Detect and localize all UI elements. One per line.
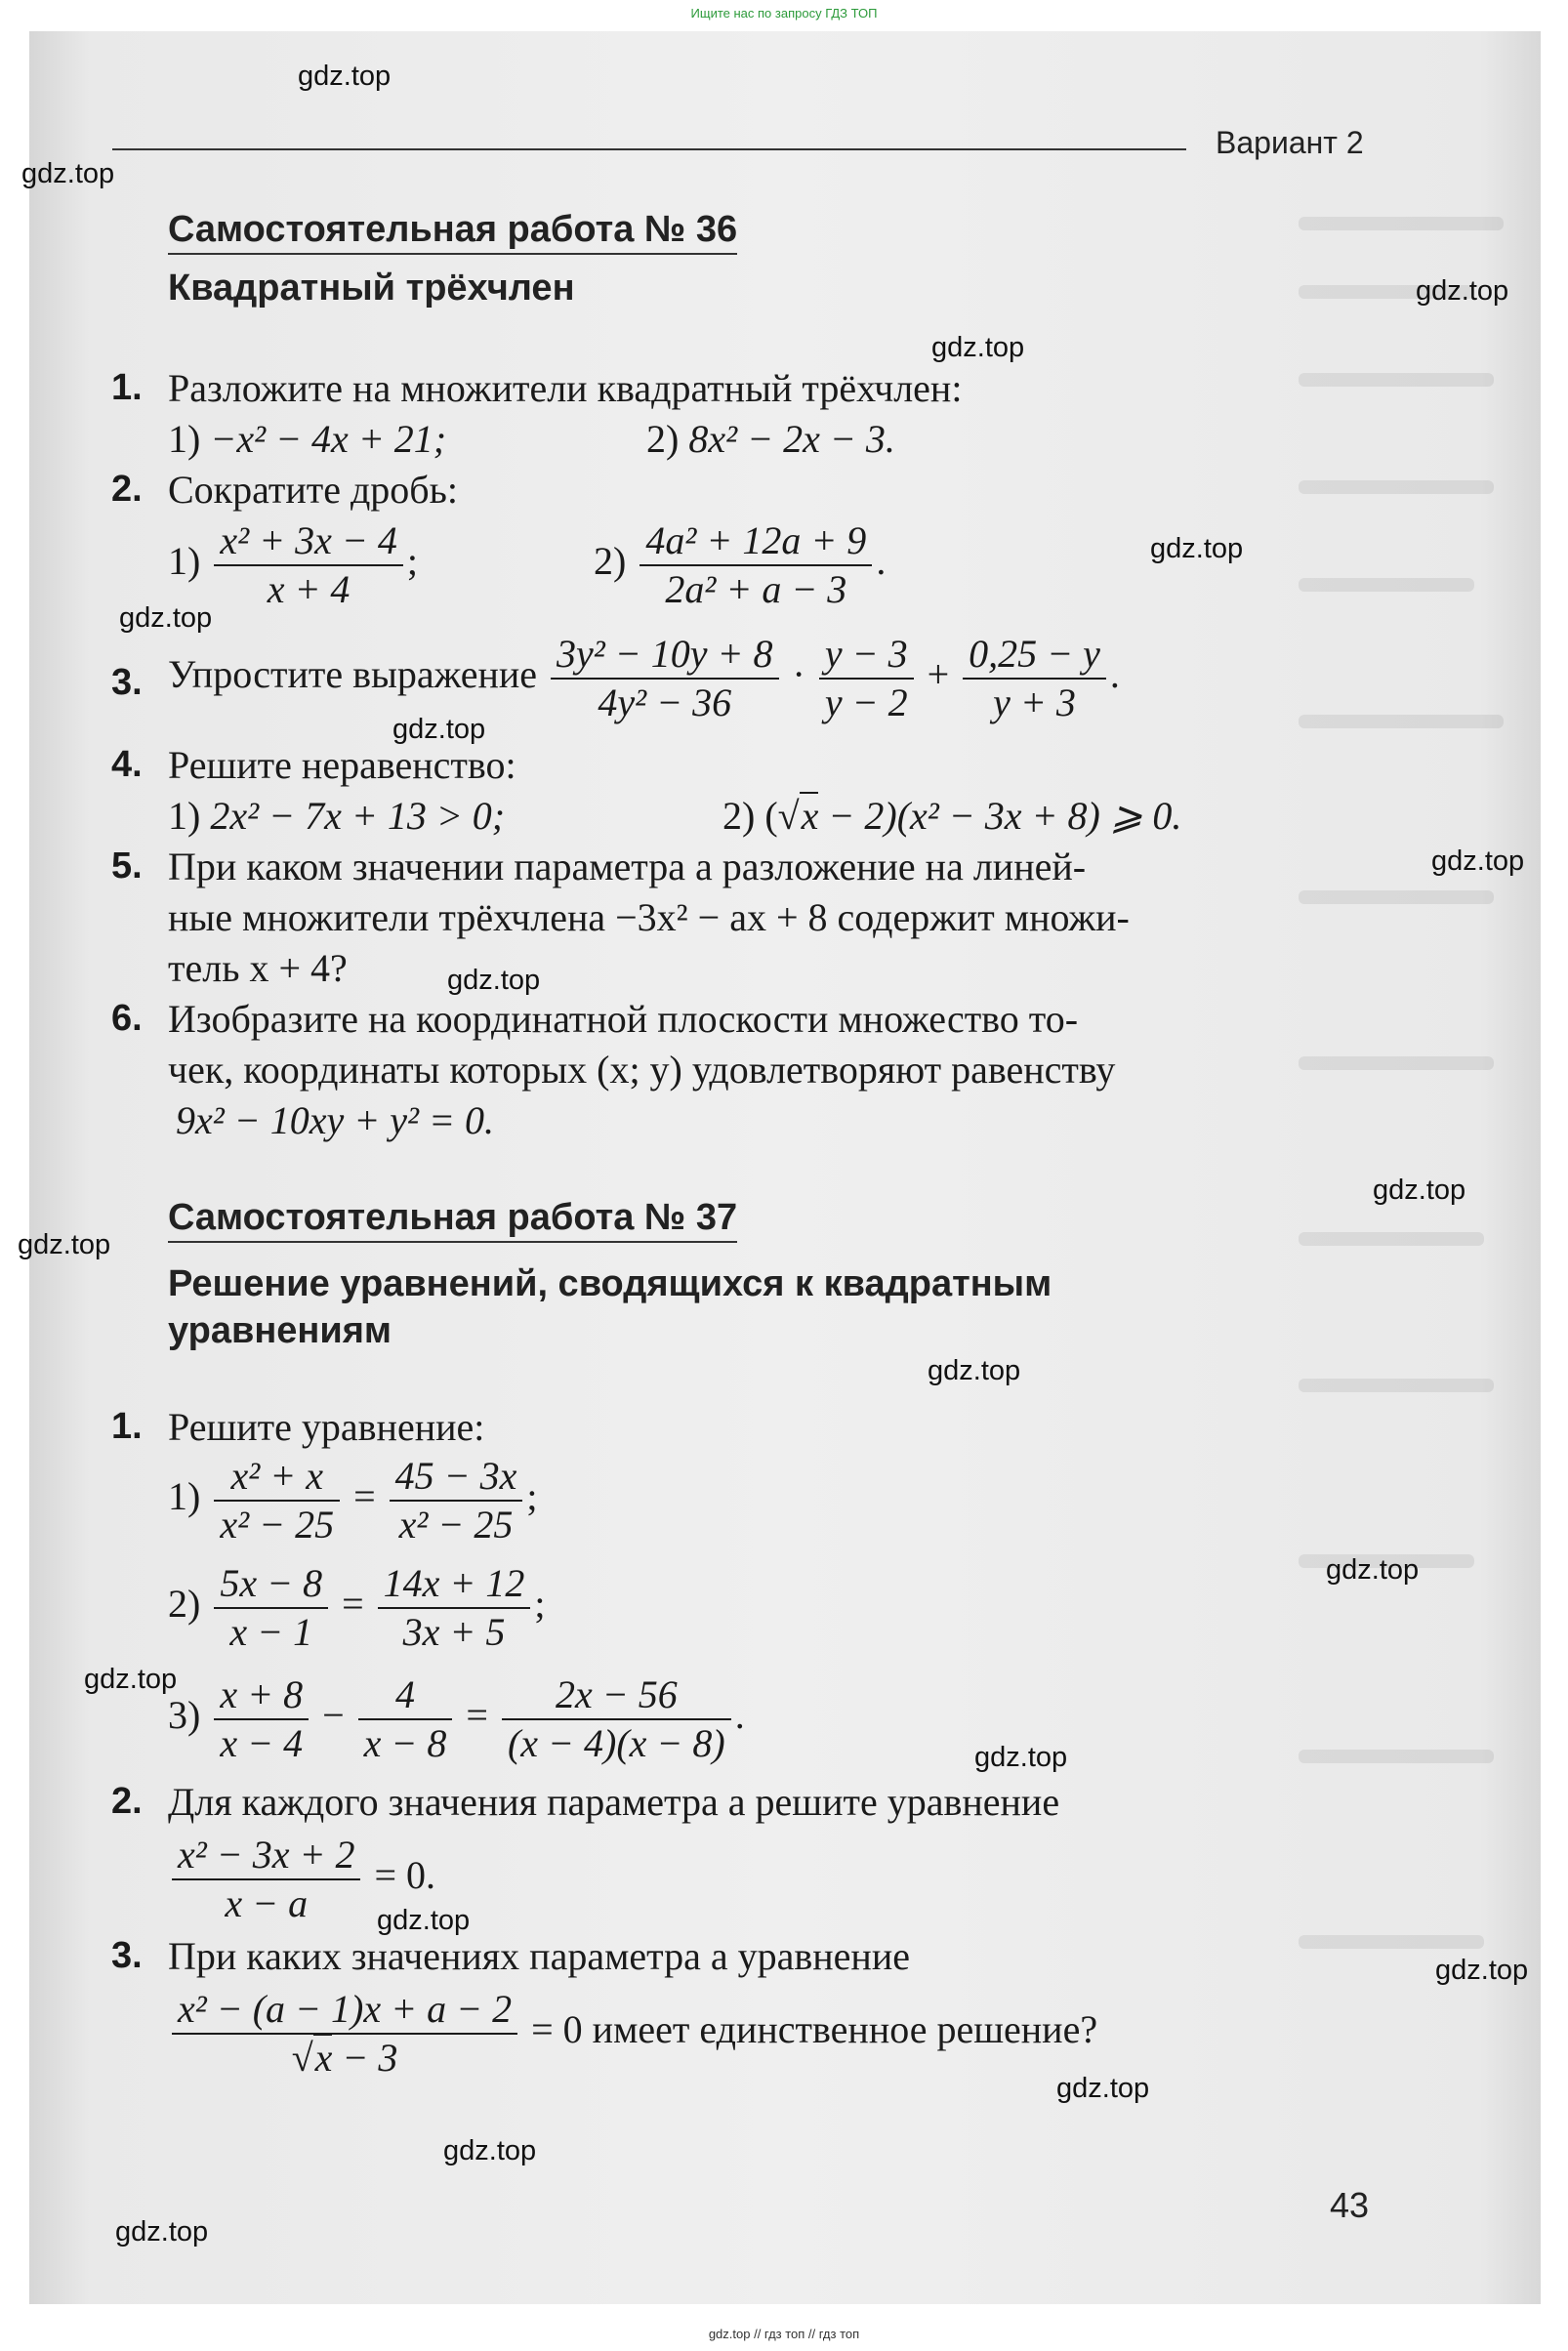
radicand: x (314, 2036, 333, 2080)
expression: = 0 имеет единственное решение? (531, 2007, 1098, 2052)
punct: ; (534, 1582, 546, 1627)
task-3-text: Упростите выражение (168, 652, 538, 697)
numerator: x² + x (214, 1453, 340, 1502)
numerator: 3y² − 10y + 8 (551, 631, 778, 680)
task-1-item-1 (168, 416, 446, 462)
denominator: 4y² − 36 (598, 681, 732, 724)
fraction (640, 517, 872, 613)
punct: . (1109, 652, 1120, 697)
numerator: x + 8 (214, 1671, 309, 1720)
section-36-subtitle: Квадратный трёхчлен (168, 268, 575, 309)
denominator: 3x + 5 (402, 1610, 506, 1654)
denominator-rest: − 3 (332, 2036, 398, 2080)
fraction (214, 1560, 328, 1656)
section-37-subtitle-line-1: Решение уравнений, сводящихся к квадратным (168, 1263, 1052, 1304)
expression: 2x² − 7x + 13 > 0; (210, 794, 506, 838)
watermark: gdz.top (1326, 1554, 1420, 1586)
fraction (214, 1671, 309, 1767)
equation-1 (168, 1453, 538, 1548)
denominator: x − 4 (220, 1721, 304, 1765)
task-3-equation (168, 1986, 1097, 2082)
task-2-item-2 (594, 517, 886, 613)
punct: ; (406, 539, 418, 584)
expression: = 0. (374, 1853, 436, 1898)
expression: 8x² − 2x − 3. (688, 417, 895, 461)
operator: − (322, 1693, 345, 1738)
watermark: gdz.top (119, 602, 213, 634)
task-number: 6. (111, 998, 143, 1039)
watermark: gdz.top (84, 1664, 178, 1695)
fraction (358, 1671, 453, 1767)
numerator: 4a² + 12a + 9 (640, 517, 872, 566)
paren: ( (764, 794, 778, 838)
task-2-item-1 (168, 517, 418, 613)
numerator: 0,25 − y (963, 631, 1106, 680)
task-3-text: При каких значениях параметра a уравнение (168, 1934, 910, 1978)
task-4-item-2: 2) (√x − 2)(x² − 3x + 8) ⩾ 0. (722, 794, 1182, 838)
numerator: y − 3 (819, 631, 914, 680)
watermark: gdz.top (1431, 846, 1525, 877)
watermark: gdz.top (931, 332, 1025, 363)
denominator: x − 1 (229, 1610, 313, 1654)
fraction (214, 1453, 340, 1548)
fraction (819, 631, 914, 726)
punct: . (734, 1693, 745, 1738)
task-4-item-1 (168, 793, 505, 839)
item-label: 1) (168, 1474, 201, 1519)
variant-label: Вариант 2 (1216, 125, 1364, 160)
fraction (502, 1671, 731, 1767)
item-label: 2) (168, 1582, 201, 1627)
watermark: gdz.top (928, 1355, 1021, 1386)
operator: · (792, 652, 805, 697)
section-36-title: Самостоятельная работа № 36 (168, 209, 737, 255)
item-label: 1) (168, 539, 201, 584)
bottom-banner-text: gdz.top // гдз топ // гдз топ (708, 2327, 860, 2341)
watermark: gdz.top (443, 2135, 537, 2166)
operator: = (466, 1693, 488, 1738)
task-6-line-1: Изобразите на координатной плоскости множество то- (168, 997, 1079, 1041)
item-label: 1) (168, 794, 201, 838)
watermark: gdz.top (377, 1905, 471, 1936)
denominator: √x − 3 (291, 2036, 398, 2080)
watermark: gdz.top (298, 61, 392, 92)
task-1-text: Разложите на множители квадратный трёхчлен: (168, 366, 963, 410)
radicand: x (801, 794, 819, 838)
item-label: 1) (168, 417, 201, 461)
fraction (214, 517, 402, 613)
numerator: x² + 3x − 4 (214, 517, 402, 566)
numerator: x² − (a − 1)x + a − 2 (172, 1986, 517, 2035)
task-number: 1. (111, 367, 143, 408)
denominator: 2a² + a − 3 (665, 567, 847, 611)
watermark: gdz.top (115, 2216, 209, 2248)
task-number: 2. (111, 469, 143, 510)
watermark: gdz.top (21, 158, 115, 189)
task-number: 1. (111, 1406, 143, 1447)
page-number: 43 (1330, 2185, 1370, 2225)
denominator: x − a (225, 1881, 309, 1925)
expression: −x² − 4x + 21; (210, 417, 447, 461)
task-3-line (168, 631, 1120, 726)
watermark: gdz.top (447, 965, 541, 996)
top-banner (0, 0, 1568, 31)
task-5-line-1: При каком значении параметра a разложение на линей- (168, 845, 1087, 888)
denominator: x² − 25 (220, 1503, 335, 1547)
task-number: 2. (111, 1781, 143, 1822)
numerator: x² − 3x + 2 (172, 1832, 360, 1880)
fraction (390, 1453, 523, 1548)
task-6-line-3: 9x² − 10xy + y² = 0. (176, 1098, 494, 1142)
bottom-banner (0, 2322, 1568, 2351)
equation-2 (168, 1560, 546, 1656)
fraction (551, 631, 778, 726)
task-2-text: Для каждого значения параметра a решите уравнение (168, 1780, 1060, 1824)
task-2-equation (168, 1832, 435, 1927)
item-label: 3) (168, 1693, 201, 1738)
watermark: gdz.top (1435, 1955, 1529, 1986)
item-label: 2) (646, 417, 680, 461)
watermark: gdz.top (392, 714, 486, 745)
watermark: gdz.top (1373, 1175, 1466, 1206)
numerator: 4 (358, 1671, 453, 1720)
section-37-subtitle-line-2: уравнениям (168, 1310, 392, 1351)
denominator: x + 4 (267, 567, 351, 611)
task-1-item-2 (646, 416, 895, 462)
item-label: 2) (594, 539, 627, 584)
expression: − 2)(x² − 3x + 8) ⩾ 0. (818, 794, 1182, 838)
task-6-line-2: чек, координаты которых (x; y) удовлетворяют равенству (168, 1048, 1116, 1092)
numerator: 5x − 8 (214, 1560, 328, 1609)
task-number: 4. (111, 744, 143, 785)
task-5-line-3: тель x + 4? (168, 946, 348, 990)
numerator: 14x + 12 (378, 1560, 531, 1609)
task-5-line-2: ные множители трёхчлена −3x² − ax + 8 содержит множи- (168, 895, 1130, 939)
fraction (378, 1560, 531, 1656)
operator: = (353, 1474, 376, 1519)
fraction (963, 631, 1106, 726)
task-2-text: Сократите дробь: (168, 468, 459, 512)
denominator: x − 8 (363, 1721, 447, 1765)
fraction (172, 1986, 517, 2082)
watermark: gdz.top (1416, 275, 1509, 307)
task-4-text: Решите неравенство: (168, 743, 516, 787)
task-1-text: Решите уравнение: (168, 1405, 485, 1449)
denominator: y + 3 (993, 681, 1076, 724)
numerator: 2x − 56 (502, 1671, 731, 1720)
equation-3 (168, 1671, 745, 1767)
denominator: y − 2 (824, 681, 908, 724)
punct: . (876, 539, 887, 584)
header-rule (112, 148, 1186, 150)
operator: + (927, 652, 950, 697)
watermark: gdz.top (974, 1742, 1068, 1773)
task-number: 5. (111, 846, 143, 887)
denominator: x² − 25 (398, 1503, 514, 1547)
section-37-title: Самостоятельная работа № 37 (168, 1197, 737, 1243)
fraction (172, 1832, 360, 1927)
numerator: 45 − 3x (390, 1453, 523, 1502)
operator: = (342, 1582, 364, 1627)
denominator: (x − 4)(x − 8) (507, 1721, 725, 1765)
watermark: gdz.top (18, 1229, 111, 1260)
item-label: 2) (722, 794, 756, 838)
punct: ; (526, 1474, 538, 1519)
task-number: 3. (111, 662, 143, 703)
watermark: gdz.top (1056, 2073, 1150, 2104)
top-banner-text: Ищите нас по запросу ГДЗ ТОП (690, 6, 878, 21)
watermark: gdz.top (1150, 533, 1244, 564)
task-number: 3. (111, 1935, 143, 1976)
